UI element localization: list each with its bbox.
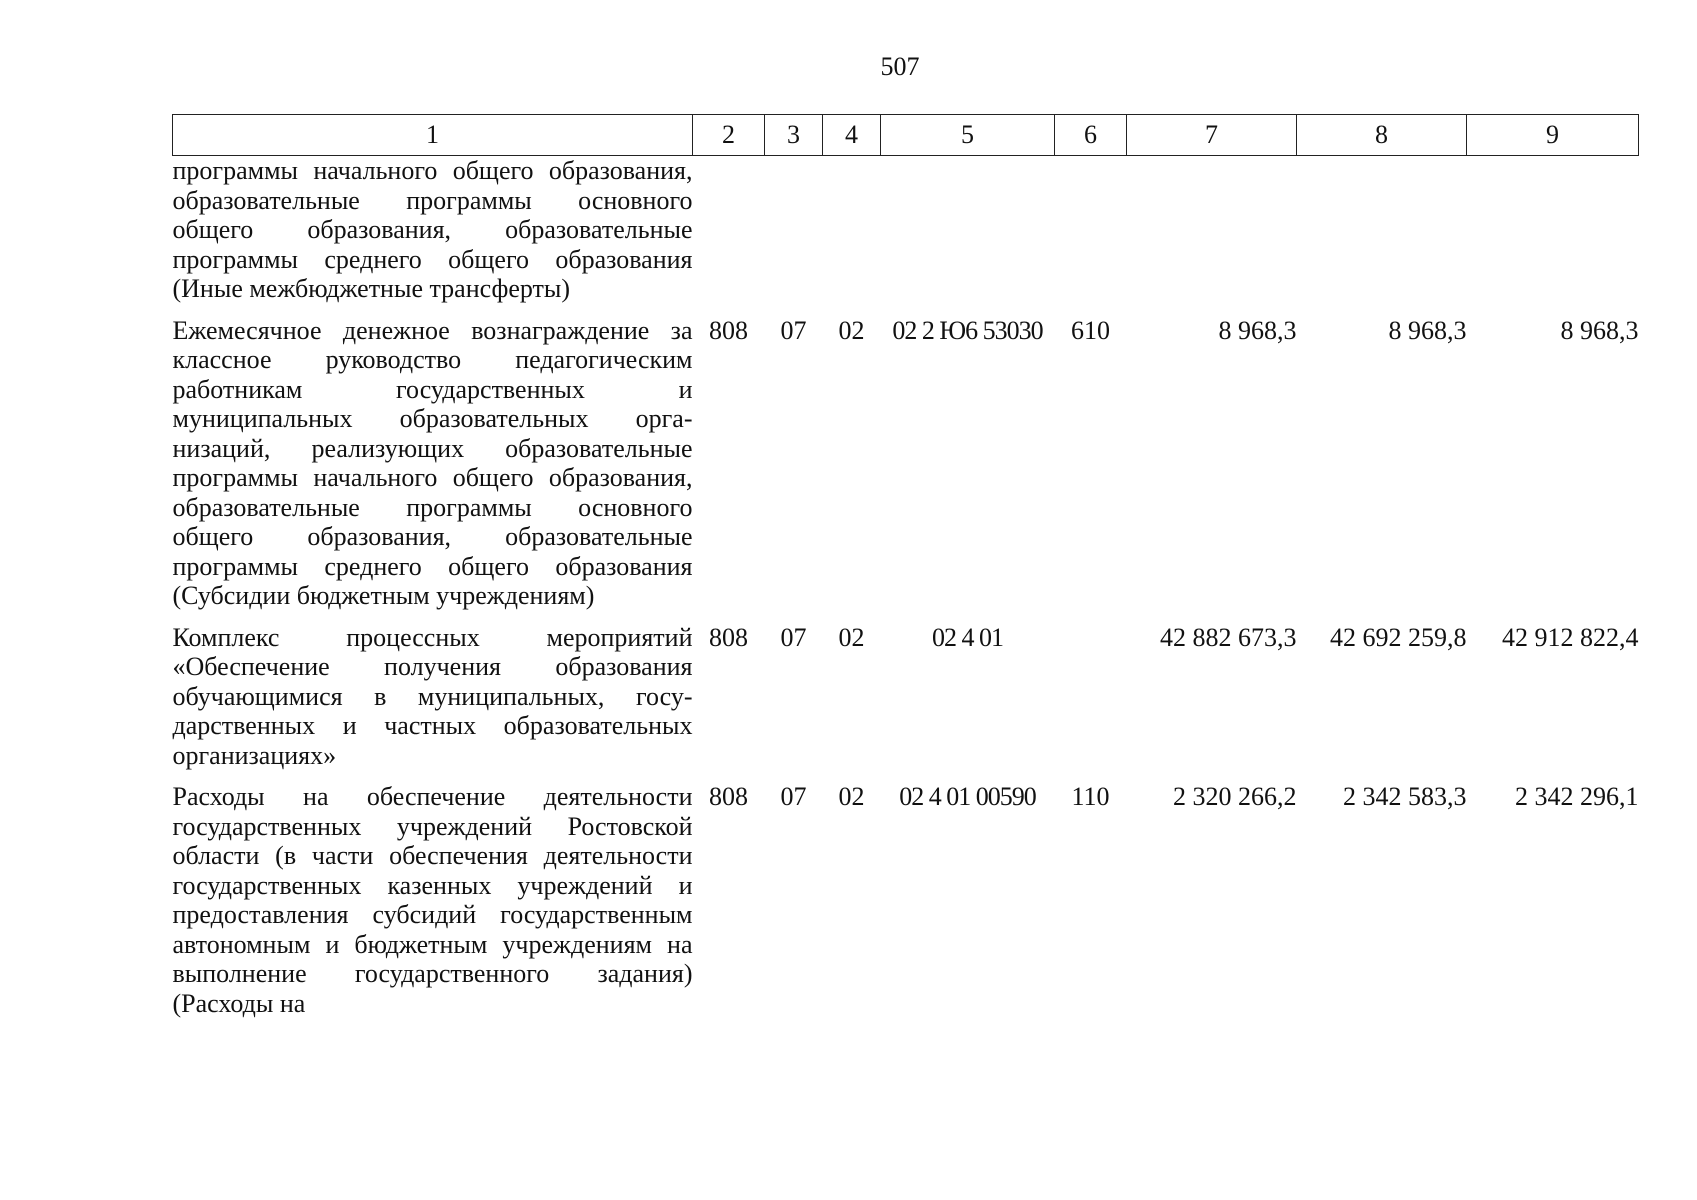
cell-amount-year-2: 42 692 259,8 <box>1330 622 1467 652</box>
table-row <box>173 611 1639 771</box>
cell-amount-year-3 <box>1467 156 1639 304</box>
column-header-9: 9 <box>1467 115 1639 156</box>
table-row <box>173 770 1639 1018</box>
column-header-6: 6 <box>1055 115 1127 156</box>
table-row <box>173 304 1639 611</box>
cell-target-article <box>881 156 1055 304</box>
column-header-1: 1 <box>173 115 693 156</box>
column-header-3: 3 <box>765 115 823 156</box>
cell-subsection-code <box>823 156 881 304</box>
cell-ministry-code: 808 <box>709 622 748 652</box>
row-description: Комплекс процессных мероприятий «Обеспечение получения образования обучающимися в муниципальных, государственных и частных образовательных организациях» <box>172 622 693 770</box>
cell-amount-year-2: 8 968,3 <box>1388 315 1467 345</box>
cell-ministry-code: 808 <box>709 782 748 811</box>
column-header-5: 5 <box>881 115 1055 156</box>
cell-section-code: 07 <box>780 782 807 811</box>
cell-amount-year-2: 2 342 583,3 <box>1343 782 1467 811</box>
cell-subsection-code: 02 <box>838 782 865 811</box>
cell-expense-type: 610 <box>1071 315 1110 345</box>
row-description: программы начального общего образования, образовательные программы основного общего образования, образовательные программы среднего общего образования (Иные межбюджетные трансферты) <box>172 156 693 303</box>
cell-section-code: 07 <box>780 622 807 652</box>
cell-amount-year-3: 8 968,3 <box>1560 315 1639 345</box>
cell-section-code: 07 <box>780 315 807 345</box>
cell-amount-year-1: 2 320 266,2 <box>1173 782 1297 811</box>
cell-ministry-code: 808 <box>709 315 748 345</box>
cell-subsection-code: 02 <box>838 622 865 652</box>
column-header-2: 2 <box>693 115 765 156</box>
cell-expense-type: 110 <box>1071 782 1110 811</box>
cell-amount-year-2 <box>1297 156 1467 304</box>
cell-amount-year-3: 2 342 296,1 <box>1515 782 1639 811</box>
cell-amount-year-3: 42 912 822,4 <box>1502 622 1639 652</box>
budget-table <box>172 114 1639 1018</box>
page-number: 507 <box>880 52 920 81</box>
row-description: Расходы на обеспечение деятельности государственных учреждений Ростовской области (в части обеспечения деятельности государственных казенных учреждений и предоставления субсидий государственным автономным и бюджетным учреждениям на выполнение государственного задания) (Расходы на <box>172 782 693 1018</box>
cell-ministry-code <box>693 156 765 304</box>
cell-target-article: 02 2 Ю6 53030 <box>892 315 1043 345</box>
column-header-4: 4 <box>823 115 881 156</box>
cell-amount-year-1 <box>1127 156 1297 304</box>
cell-amount-year-1: 8 968,3 <box>1218 315 1297 345</box>
cell-expense-type <box>1055 156 1127 304</box>
cell-section-code <box>765 156 823 304</box>
row-description: Ежемесячное денежное вознаграждение за классное руководство педагогическим работникам государственных и муниципальных образовательных организаций, реализующих образовательные программы начального общего образования, образовательные программы основного общего образования, образовательные программы среднего общего образования (Субсидии бюджетным учреждениям) <box>172 315 693 610</box>
column-header-7: 7 <box>1127 115 1297 156</box>
column-header-8: 8 <box>1297 115 1467 156</box>
header-row <box>173 115 1639 156</box>
table-row <box>173 156 1639 304</box>
cell-subsection-code: 02 <box>838 315 865 345</box>
cell-target-article: 02 4 01 00590 <box>899 782 1036 811</box>
cell-expense-type <box>1055 611 1127 771</box>
cell-amount-year-1: 42 882 673,3 <box>1160 622 1297 652</box>
cell-target-article: 02 4 01 <box>932 622 1003 652</box>
